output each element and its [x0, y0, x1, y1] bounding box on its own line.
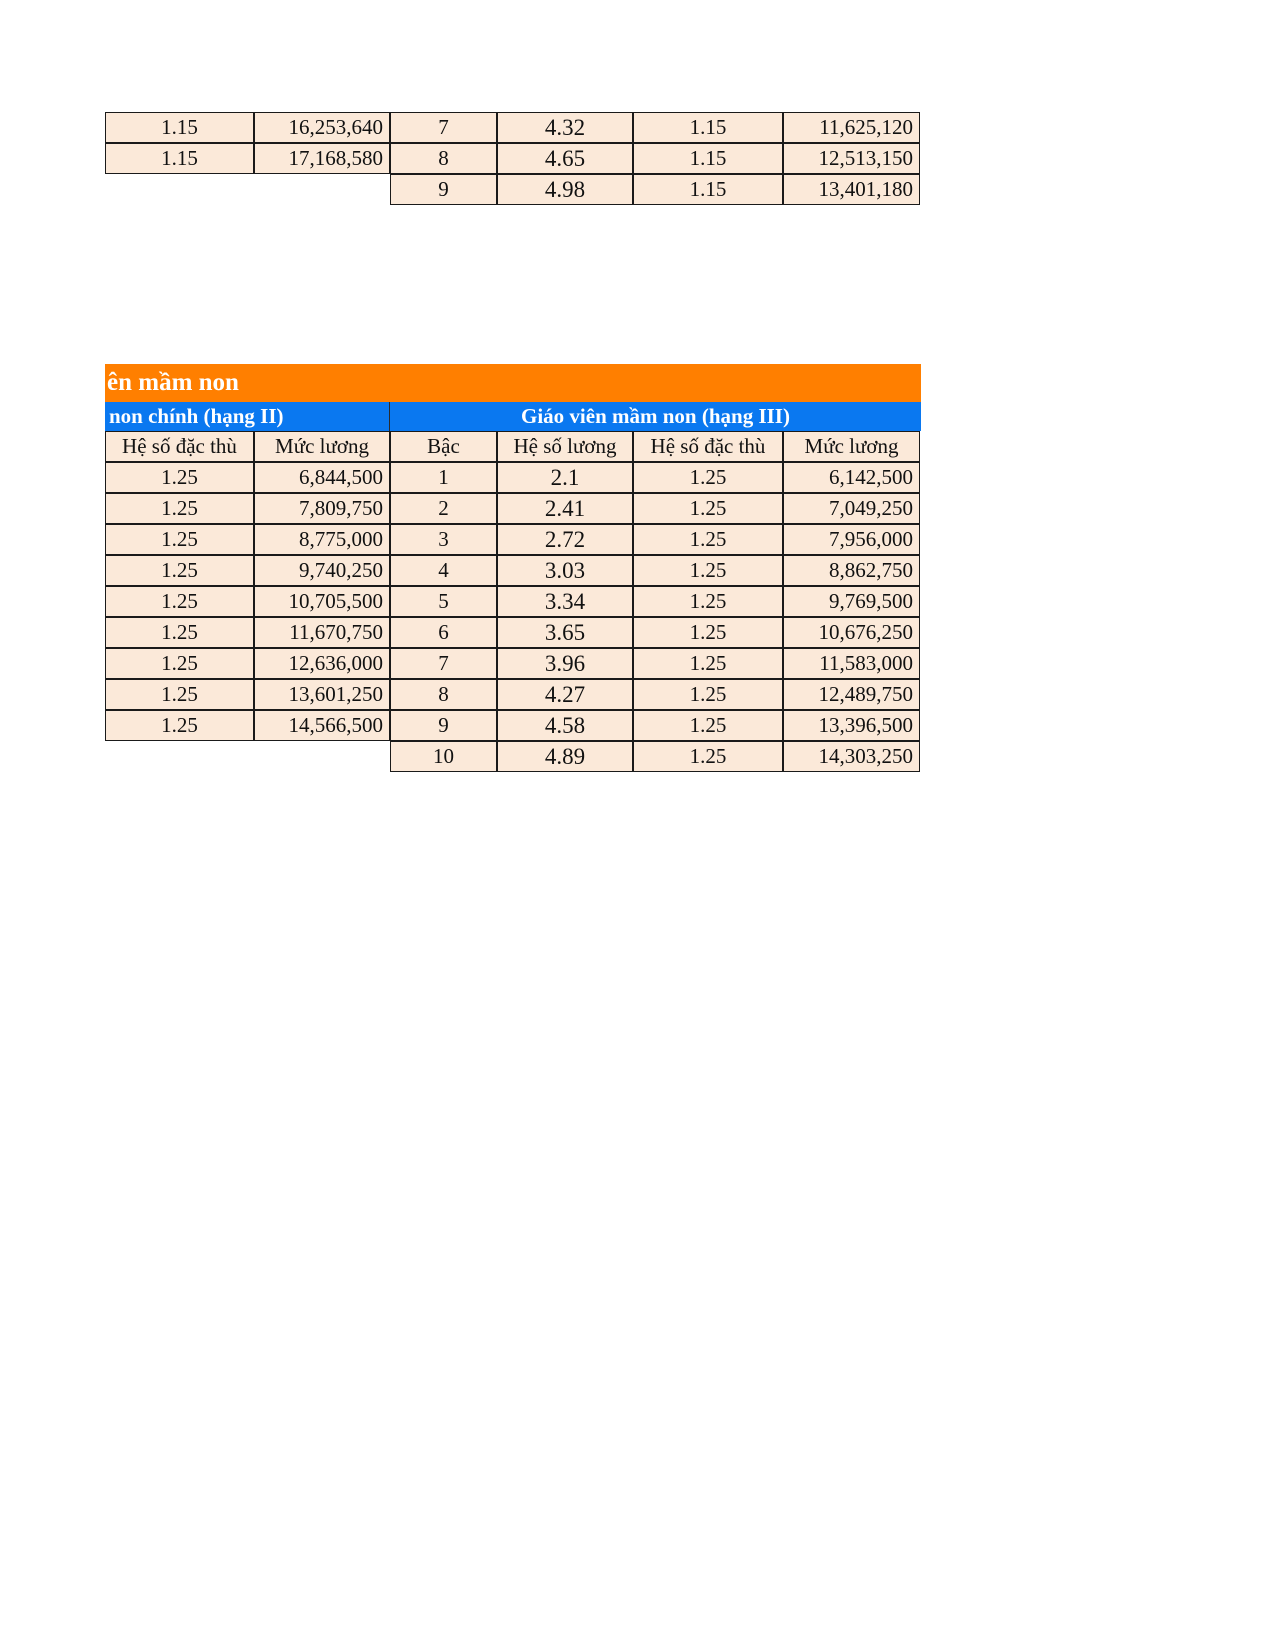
top-cell-salary[interactable]: [254, 174, 390, 205]
bottom-cell-salary[interactable]: 8,775,000: [254, 524, 390, 555]
top-cell-coef-salary[interactable]: 4.32: [497, 112, 633, 143]
column-header-salary[interactable]: Mức lương: [254, 431, 390, 462]
bottom-cell-coef-special[interactable]: 1.25: [633, 741, 783, 772]
bottom-cell-coef-salary[interactable]: 3.03: [497, 555, 633, 586]
bottom-cell-coef-special[interactable]: 1.25: [633, 617, 783, 648]
bottom-cell-level[interactable]: 8: [390, 679, 497, 710]
bottom-cell-coef-special[interactable]: 1.25: [633, 462, 783, 493]
bottom-cell-level[interactable]: 6: [390, 617, 497, 648]
top-cell-coef-special[interactable]: 1.15: [633, 174, 783, 205]
bottom-cell-salary[interactable]: 14,566,500: [254, 710, 390, 741]
top-cell-level[interactable]: 9: [390, 174, 497, 205]
bottom-cell-coef-special[interactable]: 1.25: [105, 555, 254, 586]
bottom-cell-coef-special[interactable]: 1.25: [633, 648, 783, 679]
top-cell-level[interactable]: 8: [390, 143, 497, 174]
column-header-coef-special[interactable]: Hệ số đặc thù: [633, 431, 783, 462]
bottom-cell-coef-special[interactable]: 1.25: [105, 493, 254, 524]
bottom-cell-salary[interactable]: 6,142,500: [783, 462, 920, 493]
bottom-cell-salary[interactable]: [254, 741, 390, 772]
bottom-cell-salary[interactable]: 14,303,250: [783, 741, 920, 772]
top-cell-salary[interactable]: 11,625,120: [783, 112, 920, 143]
bottom-cell-coef-special[interactable]: 1.25: [105, 679, 254, 710]
bottom-cell-level[interactable]: 10: [390, 741, 497, 772]
bottom-cell-coef-special[interactable]: 1.25: [633, 524, 783, 555]
top-cell-salary[interactable]: 12,513,150: [783, 143, 920, 174]
bottom-cell-salary[interactable]: 13,396,500: [783, 710, 920, 741]
bottom-cell-coef-special[interactable]: 1.25: [105, 586, 254, 617]
bottom-cell-salary[interactable]: 13,601,250: [254, 679, 390, 710]
bottom-cell-salary[interactable]: 7,049,250: [783, 493, 920, 524]
bottom-cell-coef-special[interactable]: 1.25: [633, 586, 783, 617]
bottom-cell-coef-special[interactable]: 1.25: [633, 493, 783, 524]
column-header-salary[interactable]: Mức lương: [783, 431, 920, 462]
column-header-coef-special[interactable]: Hệ số đặc thù: [105, 431, 254, 462]
bottom-cell-coef-special[interactable]: [105, 741, 254, 772]
top-cell-level[interactable]: 7: [390, 112, 497, 143]
top-cell-coef-special[interactable]: 1.15: [633, 143, 783, 174]
right-group-title: Giáo viên mầm non (hạng III): [521, 404, 790, 428]
top-cell-salary[interactable]: 16,253,640: [254, 112, 390, 143]
bottom-cell-salary[interactable]: 12,489,750: [783, 679, 920, 710]
section-title: ên mầm non: [105, 364, 921, 402]
bottom-cell-salary[interactable]: 7,956,000: [783, 524, 920, 555]
bottom-cell-coef-special[interactable]: 1.25: [633, 555, 783, 586]
bottom-cell-coef-special[interactable]: 1.25: [105, 710, 254, 741]
bottom-cell-coef-salary[interactable]: 4.89: [497, 741, 633, 772]
bottom-cell-level[interactable]: 7: [390, 648, 497, 679]
bottom-cell-level[interactable]: 5: [390, 586, 497, 617]
bottom-cell-coef-special[interactable]: 1.25: [105, 524, 254, 555]
bottom-cell-level[interactable]: 4: [390, 555, 497, 586]
bottom-cell-salary[interactable]: 11,670,750: [254, 617, 390, 648]
bottom-cell-level[interactable]: 2: [390, 493, 497, 524]
bottom-cell-salary[interactable]: 10,676,250: [783, 617, 920, 648]
top-cell-coef-special[interactable]: 1.15: [105, 143, 254, 174]
bottom-cell-salary[interactable]: 9,769,500: [783, 586, 920, 617]
bottom-cell-coef-salary[interactable]: 3.96: [497, 648, 633, 679]
bottom-cell-coef-special[interactable]: 1.25: [633, 710, 783, 741]
bottom-cell-coef-salary[interactable]: 4.27: [497, 679, 633, 710]
left-group-title: non chính (hạng II): [105, 402, 390, 431]
top-cell-coef-salary[interactable]: 4.98: [497, 174, 633, 205]
top-cell-coef-special[interactable]: [105, 174, 254, 205]
bottom-cell-coef-special[interactable]: 1.25: [633, 679, 783, 710]
column-header-coef-salary[interactable]: Hệ số lương: [497, 431, 633, 462]
top-cell-coef-salary[interactable]: 4.65: [497, 143, 633, 174]
bottom-cell-coef-special[interactable]: 1.25: [105, 617, 254, 648]
bottom-cell-salary[interactable]: 12,636,000: [254, 648, 390, 679]
bottom-cell-salary[interactable]: 11,583,000: [783, 648, 920, 679]
bottom-cell-salary[interactable]: 6,844,500: [254, 462, 390, 493]
bottom-cell-level[interactable]: 9: [390, 710, 497, 741]
bottom-cell-coef-salary[interactable]: 3.65: [497, 617, 633, 648]
top-cell-coef-special[interactable]: 1.15: [633, 112, 783, 143]
bottom-salary-table: [105, 431, 920, 772]
bottom-cell-level[interactable]: 1: [390, 462, 497, 493]
bottom-cell-coef-salary[interactable]: 3.34: [497, 586, 633, 617]
bottom-cell-coef-special[interactable]: 1.25: [105, 648, 254, 679]
bottom-cell-salary[interactable]: 8,862,750: [783, 555, 920, 586]
bottom-cell-level[interactable]: 3: [390, 524, 497, 555]
bottom-cell-coef-salary[interactable]: 2.41: [497, 493, 633, 524]
bottom-cell-coef-salary[interactable]: 2.72: [497, 524, 633, 555]
column-header-level[interactable]: Bậc: [390, 431, 497, 462]
top-salary-table: [105, 112, 920, 205]
bottom-cell-coef-salary[interactable]: 4.58: [497, 710, 633, 741]
top-cell-salary[interactable]: 17,168,580: [254, 143, 390, 174]
bottom-cell-salary[interactable]: 7,809,750: [254, 493, 390, 524]
top-cell-coef-special[interactable]: 1.15: [105, 112, 254, 143]
bottom-cell-salary[interactable]: 9,740,250: [254, 555, 390, 586]
group-header-bar: [105, 402, 921, 431]
bottom-cell-coef-salary[interactable]: 2.1: [497, 462, 633, 493]
top-cell-salary[interactable]: 13,401,180: [783, 174, 920, 205]
bottom-cell-salary[interactable]: 10,705,500: [254, 586, 390, 617]
bottom-cell-coef-special[interactable]: 1.25: [105, 462, 254, 493]
